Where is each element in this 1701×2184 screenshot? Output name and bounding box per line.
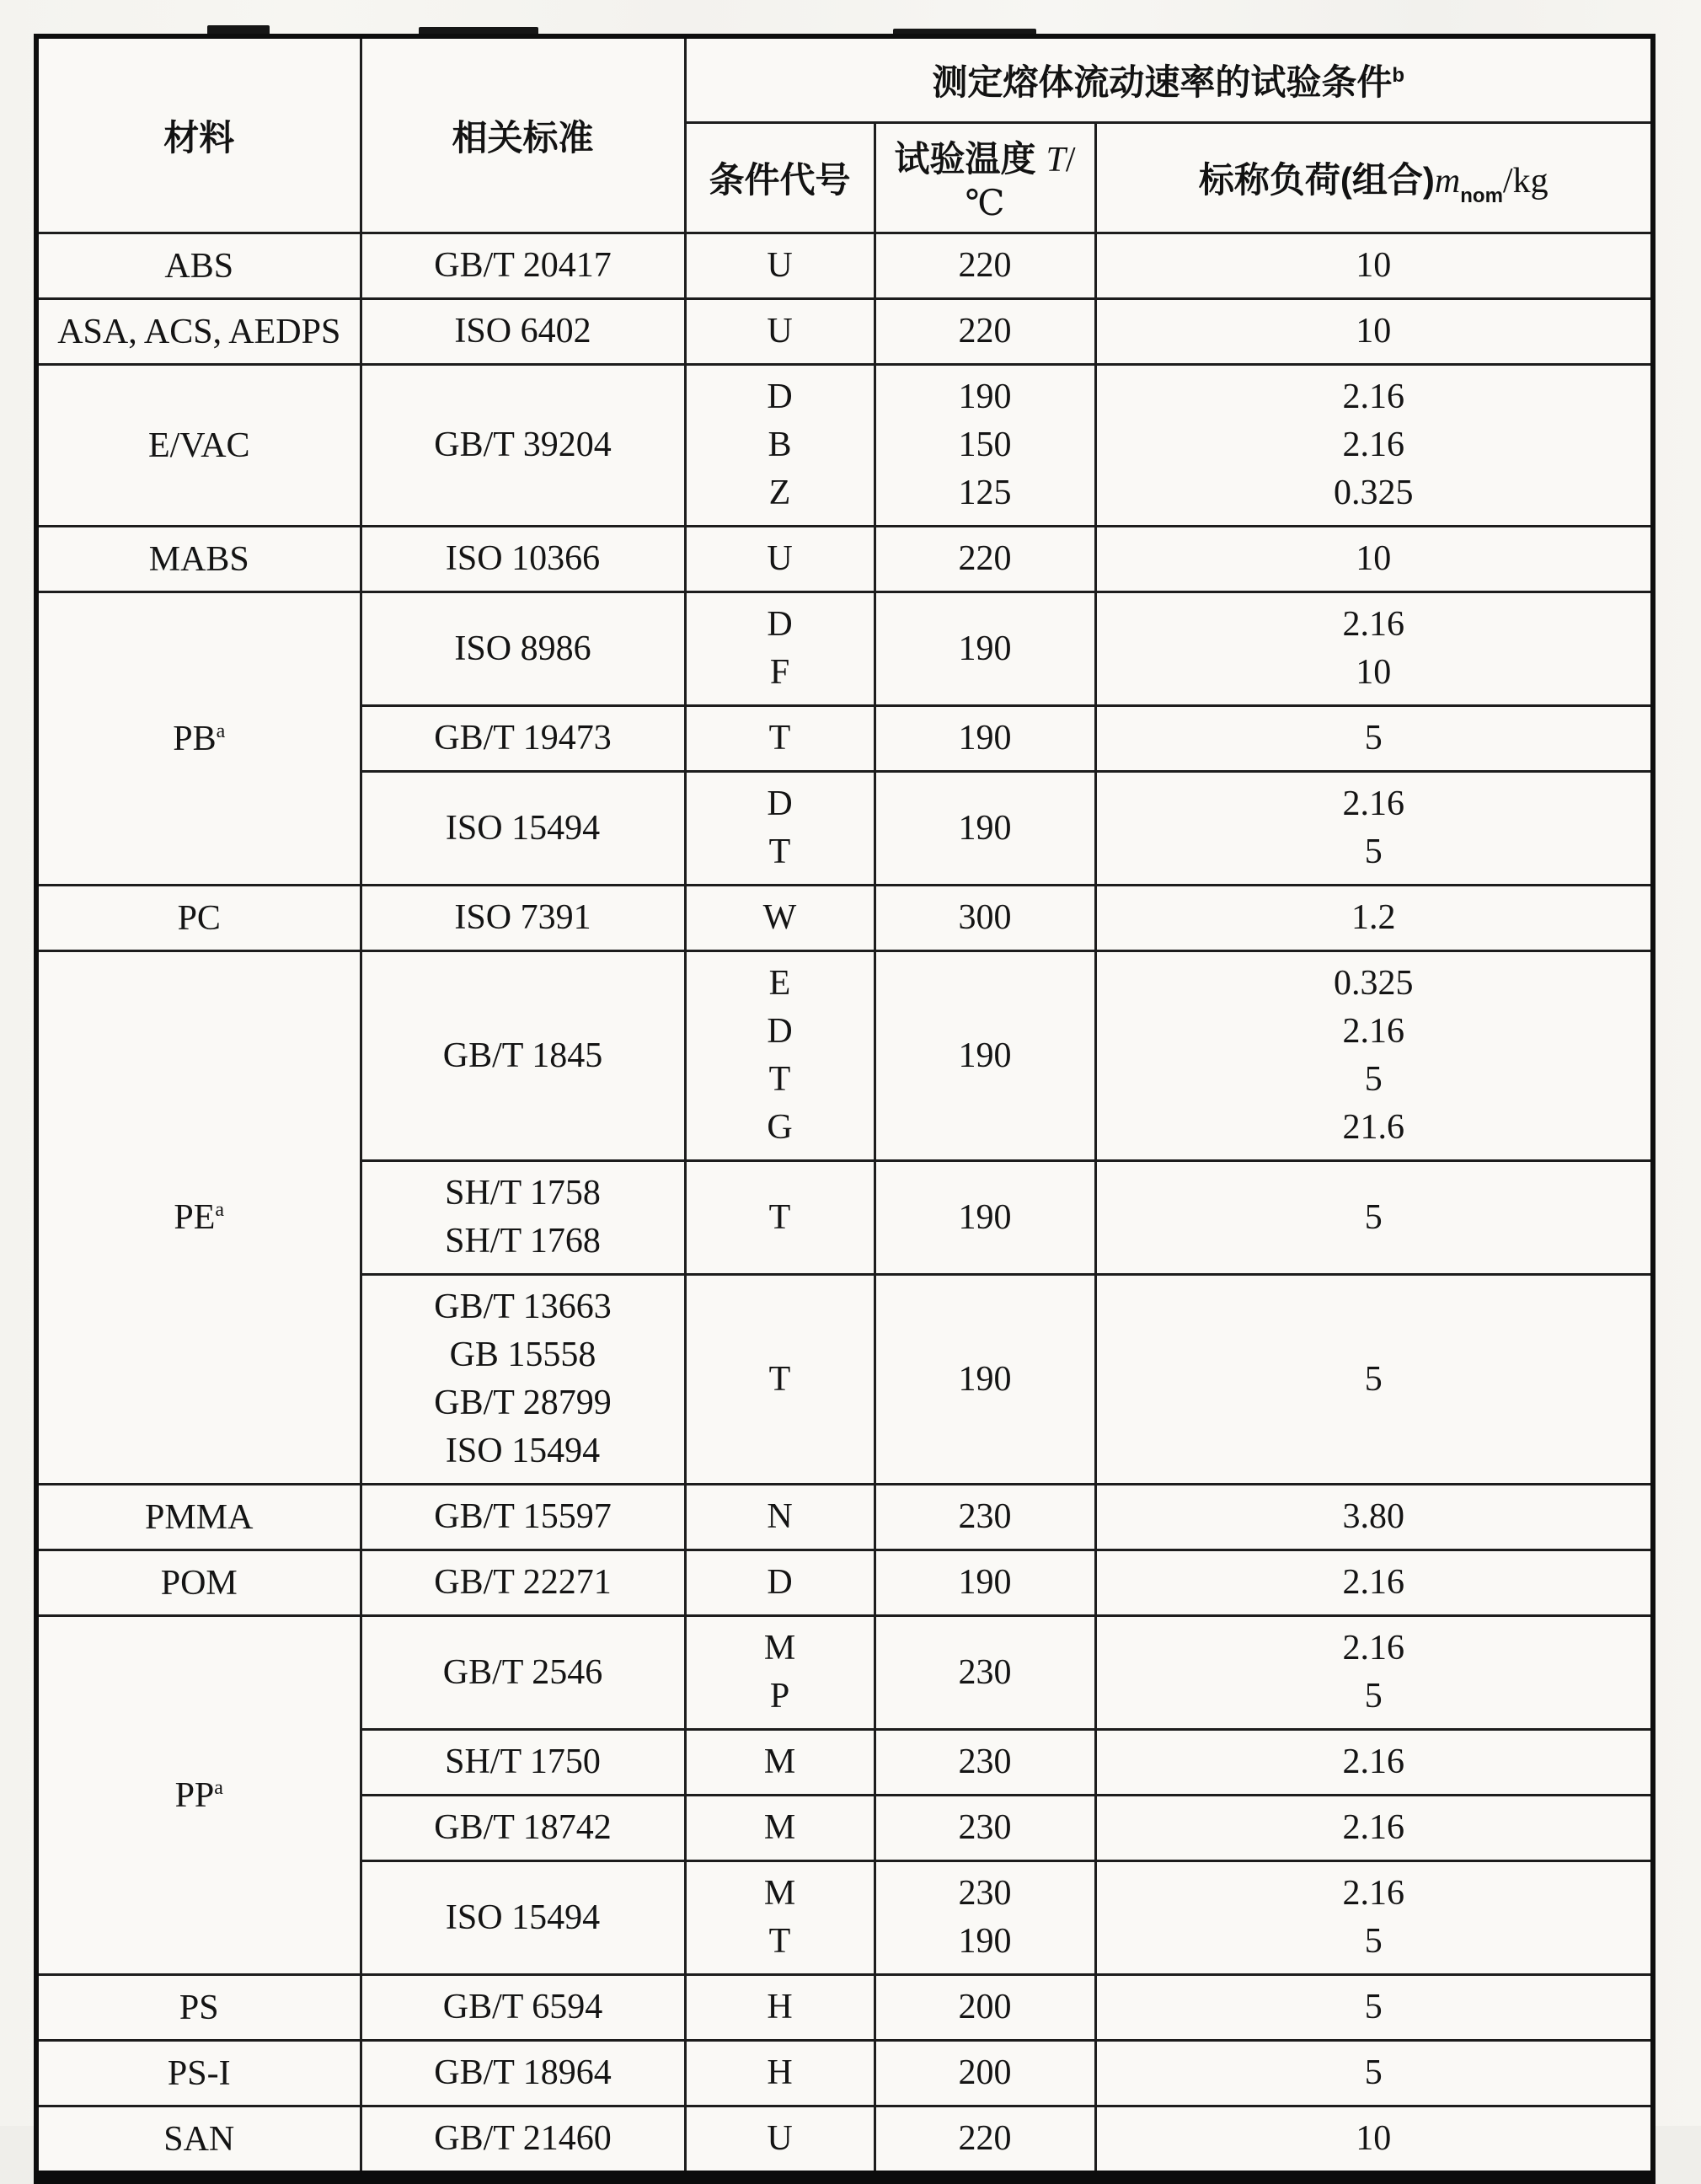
load-text: 5 bbox=[1364, 1359, 1383, 1399]
standard-text: ISO 8986 bbox=[454, 629, 591, 668]
standard-text: GB/T 13663 bbox=[434, 1287, 612, 1326]
material-text: SAN bbox=[163, 2119, 235, 2159]
cell-condition-code bbox=[685, 365, 875, 527]
cell-load bbox=[1095, 1161, 1653, 1275]
col-header-condition-code bbox=[685, 123, 875, 233]
standard-text: GB/T 21460 bbox=[434, 2119, 612, 2158]
code-text: U bbox=[767, 2119, 793, 2158]
temperature-text: 230 bbox=[958, 1652, 1012, 1692]
cell-condition-code bbox=[685, 772, 875, 886]
load-label: 标称负荷(组合) bbox=[1198, 160, 1435, 200]
cell-temperature bbox=[875, 1861, 1095, 1975]
header-row-1 bbox=[36, 36, 1653, 123]
load-text: 2.16 bbox=[1342, 377, 1404, 416]
code-text: N bbox=[767, 1497, 793, 1536]
standard-text: SH/T 1768 bbox=[445, 1222, 601, 1261]
table-row bbox=[36, 1975, 1653, 2041]
cell-load bbox=[1095, 951, 1653, 1161]
temperature-text: 190 bbox=[958, 1563, 1012, 1602]
material-text: E/VAC bbox=[147, 426, 250, 465]
cell-load bbox=[1095, 1550, 1653, 1616]
load-text: 5 bbox=[1364, 832, 1383, 871]
standard-text: ISO 7391 bbox=[454, 898, 591, 937]
cell-material bbox=[36, 1550, 361, 1616]
code-text: T bbox=[768, 1060, 791, 1099]
cell-standard bbox=[361, 1796, 685, 1861]
temperature-text: 190 bbox=[958, 1922, 1012, 1961]
standard-text: GB/T 19473 bbox=[434, 719, 612, 757]
cell-standard bbox=[361, 592, 685, 706]
standard-text: GB/T 20417 bbox=[434, 246, 612, 285]
standard-text: SH/T 1758 bbox=[445, 1174, 601, 1212]
cell-temperature bbox=[875, 365, 1095, 527]
cell-condition-code bbox=[685, 706, 875, 772]
cell-load bbox=[1095, 592, 1653, 706]
temperature-text: 190 bbox=[958, 1197, 1012, 1237]
code-text: F bbox=[769, 653, 790, 692]
material-footnote-sup: a bbox=[216, 720, 226, 742]
load-text: 2.16 bbox=[1342, 1874, 1404, 1913]
cell-load bbox=[1095, 706, 1653, 772]
table-row bbox=[36, 1616, 1653, 1730]
load-text: 2.16 bbox=[1342, 1629, 1404, 1667]
cell-condition-code bbox=[685, 299, 875, 365]
standard-text: ISO 15494 bbox=[445, 808, 601, 848]
load-text: 10 bbox=[1356, 312, 1392, 351]
cell-temperature bbox=[875, 706, 1095, 772]
standard-text: GB/T 18964 bbox=[434, 2053, 612, 2092]
cell-temperature bbox=[875, 1616, 1095, 1730]
conditions-group-label: 测定熔体流动速率的试验条件 bbox=[932, 62, 1393, 102]
load-text: 2.16 bbox=[1342, 426, 1404, 464]
cell-temperature bbox=[875, 1161, 1095, 1275]
load-text: 2.16 bbox=[1342, 1742, 1404, 1781]
standard-text: GB/T 2546 bbox=[442, 1652, 603, 1692]
load-text: 2.16 bbox=[1342, 1563, 1404, 1602]
table-row bbox=[36, 1550, 1653, 1616]
cell-load bbox=[1095, 1730, 1653, 1796]
cell-condition-code bbox=[685, 592, 875, 706]
cell-standard bbox=[361, 951, 685, 1161]
cell-load bbox=[1095, 1861, 1653, 1975]
cell-condition-code bbox=[685, 1485, 875, 1550]
temperature-text: 220 bbox=[958, 2119, 1012, 2158]
table-row bbox=[36, 2106, 1653, 2178]
cell-material bbox=[36, 1975, 361, 2041]
load-text: 0.325 bbox=[1334, 964, 1414, 1003]
standard-text: GB/T 1845 bbox=[442, 1036, 603, 1075]
cell-condition-code bbox=[685, 527, 875, 592]
cell-standard bbox=[361, 706, 685, 772]
code-text: U bbox=[767, 539, 793, 578]
material-text: PS bbox=[179, 1988, 219, 2027]
cell-condition-code bbox=[685, 2106, 875, 2178]
table-row bbox=[36, 233, 1653, 299]
cell-condition-code bbox=[685, 951, 875, 1161]
temperature-text: 220 bbox=[958, 312, 1012, 351]
material-text: PMMA bbox=[145, 1497, 254, 1537]
cell-load bbox=[1095, 233, 1653, 299]
cell-standard bbox=[361, 1616, 685, 1730]
col-header-conditions-group bbox=[685, 36, 1653, 123]
code-text: M bbox=[763, 1742, 796, 1781]
col-header-temperature bbox=[875, 123, 1095, 233]
code-text: M bbox=[763, 1629, 796, 1667]
col-header-standard bbox=[361, 36, 685, 233]
load-text: 10 bbox=[1356, 246, 1392, 285]
load-symbol: m bbox=[1434, 162, 1461, 201]
standard-text: ISO 15494 bbox=[445, 1898, 601, 1937]
load-text: 5 bbox=[1364, 1060, 1383, 1099]
load-text: 10 bbox=[1356, 2119, 1392, 2158]
temperature-symbol: T bbox=[1046, 141, 1066, 179]
standard-text: GB/T 22271 bbox=[434, 1563, 612, 1602]
standard-text: ISO 15494 bbox=[445, 1432, 601, 1470]
code-text: T bbox=[768, 1359, 791, 1399]
cell-load bbox=[1095, 299, 1653, 365]
material-footnote-sup: a bbox=[215, 1199, 225, 1221]
cell-condition-code bbox=[685, 1796, 875, 1861]
code-text: G bbox=[767, 1108, 793, 1147]
cell-temperature bbox=[875, 233, 1095, 299]
cell-temperature bbox=[875, 772, 1095, 886]
load-text: 5 bbox=[1364, 1922, 1383, 1961]
code-text: Z bbox=[768, 474, 791, 512]
standard-text: ISO 6402 bbox=[454, 312, 591, 351]
load-text: 21.6 bbox=[1342, 1108, 1404, 1147]
material-text: POM bbox=[160, 1563, 238, 1603]
load-text: 10 bbox=[1356, 539, 1392, 578]
cell-temperature bbox=[875, 886, 1095, 951]
cell-load bbox=[1095, 1616, 1653, 1730]
temperature-text: 230 bbox=[958, 1874, 1012, 1913]
material-text: MABS bbox=[148, 539, 249, 579]
cell-load bbox=[1095, 1975, 1653, 2041]
cell-standard bbox=[361, 527, 685, 592]
cell-material bbox=[36, 233, 361, 299]
cell-load bbox=[1095, 772, 1653, 886]
cell-material bbox=[36, 2106, 361, 2178]
conditions-group-footnote-sup: b bbox=[1392, 64, 1405, 87]
cell-temperature bbox=[875, 2106, 1095, 2178]
standard-text: GB/T 18742 bbox=[434, 1808, 612, 1847]
cell-temperature bbox=[875, 1550, 1095, 1616]
cell-load bbox=[1095, 886, 1653, 951]
cell-standard bbox=[361, 886, 685, 951]
code-text: U bbox=[767, 246, 793, 285]
load-text: 5 bbox=[1364, 1677, 1383, 1716]
load-subscript: nom bbox=[1460, 185, 1503, 207]
temperature-text: 230 bbox=[958, 1742, 1012, 1781]
code-text: H bbox=[767, 2053, 793, 2092]
temperature-label: 试验温度 bbox=[894, 139, 1036, 179]
load-text: 2.16 bbox=[1342, 1012, 1404, 1051]
material-header-label: 材料 bbox=[163, 117, 235, 158]
code-text: M bbox=[763, 1874, 796, 1913]
cell-load bbox=[1095, 1485, 1653, 1550]
cell-condition-code bbox=[685, 886, 875, 951]
cell-condition-code bbox=[685, 1730, 875, 1796]
code-text: T bbox=[768, 1197, 791, 1237]
material-text: PB bbox=[173, 719, 217, 758]
temperature-text: 230 bbox=[958, 1808, 1012, 1847]
code-text: D bbox=[767, 377, 793, 416]
cell-load bbox=[1095, 527, 1653, 592]
cell-load bbox=[1095, 1275, 1653, 1485]
col-header-material bbox=[36, 36, 361, 233]
code-text: T bbox=[768, 719, 791, 757]
temperature-text: 190 bbox=[958, 1036, 1012, 1075]
cell-material bbox=[36, 886, 361, 951]
cell-standard bbox=[361, 365, 685, 527]
code-text: D bbox=[767, 1012, 793, 1051]
temperature-text: 190 bbox=[958, 377, 1012, 416]
cell-temperature bbox=[875, 527, 1095, 592]
temperature-text: 300 bbox=[958, 898, 1012, 937]
standard-text: SH/T 1750 bbox=[445, 1742, 601, 1781]
material-footnote-sup: a bbox=[214, 1776, 223, 1799]
standard-text: GB/T 15597 bbox=[434, 1497, 612, 1536]
code-text: E bbox=[768, 964, 791, 1003]
material-text: ABS bbox=[164, 246, 234, 286]
cell-temperature bbox=[875, 1275, 1095, 1485]
load-text: 10 bbox=[1356, 653, 1392, 692]
load-unit: /kg bbox=[1502, 162, 1549, 201]
cell-standard bbox=[361, 2106, 685, 2178]
load-text: 5 bbox=[1364, 2053, 1383, 2092]
standard-text: ISO 10366 bbox=[445, 539, 601, 578]
code-text: H bbox=[767, 1988, 793, 2026]
cell-temperature bbox=[875, 1975, 1095, 2041]
standard-text: GB 15558 bbox=[449, 1336, 596, 1374]
temperature-text: 190 bbox=[958, 1359, 1012, 1399]
code-text: M bbox=[763, 1808, 796, 1847]
melt-flow-rate-conditions-table bbox=[34, 34, 1656, 2184]
standard-header-label: 相关标准 bbox=[452, 117, 594, 158]
temperature-text: 190 bbox=[958, 719, 1012, 757]
table-row bbox=[36, 592, 1653, 706]
standard-text: GB/T 6594 bbox=[442, 1988, 603, 2026]
cell-standard bbox=[361, 1730, 685, 1796]
cell-standard bbox=[361, 1161, 685, 1275]
temperature-unit: /℃ bbox=[965, 141, 1076, 223]
temperature-text: 125 bbox=[958, 474, 1012, 512]
cell-standard bbox=[361, 772, 685, 886]
cell-material bbox=[36, 527, 361, 592]
code-text: T bbox=[768, 1922, 791, 1961]
cell-standard bbox=[361, 1550, 685, 1616]
cell-standard bbox=[361, 2041, 685, 2106]
cell-standard bbox=[361, 233, 685, 299]
cell-condition-code bbox=[685, 233, 875, 299]
condition-code-label: 条件代号 bbox=[709, 160, 851, 200]
cell-condition-code bbox=[685, 1861, 875, 1975]
material-text: ASA, ACS, AEDPS bbox=[57, 312, 341, 351]
table-row bbox=[36, 2041, 1653, 2106]
material-text: PE bbox=[174, 1198, 216, 1237]
cell-material bbox=[36, 299, 361, 365]
material-text: PP bbox=[174, 1775, 215, 1815]
standard-text: GB/T 39204 bbox=[434, 426, 612, 464]
code-text: D bbox=[767, 784, 793, 823]
standard-text: GB/T 28799 bbox=[434, 1384, 612, 1422]
temperature-text: 200 bbox=[958, 2053, 1012, 2092]
temperature-text: 220 bbox=[958, 246, 1012, 285]
cell-temperature bbox=[875, 592, 1095, 706]
code-text: U bbox=[767, 312, 793, 351]
load-text: 5 bbox=[1364, 1988, 1383, 2026]
code-text: T bbox=[768, 832, 791, 871]
code-text: P bbox=[769, 1677, 790, 1716]
table-row bbox=[36, 886, 1653, 951]
cell-condition-code bbox=[685, 1550, 875, 1616]
code-text: D bbox=[767, 1563, 793, 1602]
temperature-text: 230 bbox=[958, 1497, 1012, 1536]
cell-temperature bbox=[875, 951, 1095, 1161]
load-text: 1.2 bbox=[1351, 898, 1396, 937]
material-text: PC bbox=[177, 898, 221, 938]
code-text: W bbox=[762, 898, 797, 937]
cell-condition-code bbox=[685, 2041, 875, 2106]
cell-standard bbox=[361, 1975, 685, 2041]
load-text: 0.325 bbox=[1334, 474, 1414, 512]
cell-condition-code bbox=[685, 1975, 875, 2041]
cell-load bbox=[1095, 2106, 1653, 2178]
col-header-load bbox=[1095, 123, 1653, 233]
temperature-text: 200 bbox=[958, 1988, 1012, 2026]
cell-temperature bbox=[875, 1796, 1095, 1861]
code-text: B bbox=[768, 426, 792, 464]
temperature-text: 190 bbox=[958, 808, 1012, 848]
cell-standard bbox=[361, 299, 685, 365]
cell-standard bbox=[361, 1275, 685, 1485]
cell-temperature bbox=[875, 2041, 1095, 2106]
cell-material bbox=[36, 1616, 361, 1975]
cell-standard bbox=[361, 1861, 685, 1975]
table-row bbox=[36, 527, 1653, 592]
code-text: D bbox=[767, 605, 793, 644]
load-text: 5 bbox=[1364, 1197, 1383, 1237]
material-text: PS-I bbox=[167, 2053, 231, 2093]
temperature-text: 150 bbox=[958, 426, 1012, 464]
cell-temperature bbox=[875, 1485, 1095, 1550]
table-row bbox=[36, 299, 1653, 365]
table-row bbox=[36, 1485, 1653, 1550]
cell-load bbox=[1095, 2041, 1653, 2106]
cell-material bbox=[36, 592, 361, 886]
cell-standard bbox=[361, 1485, 685, 1550]
cell-temperature bbox=[875, 299, 1095, 365]
cell-material bbox=[36, 1485, 361, 1550]
cell-condition-code bbox=[685, 1161, 875, 1275]
cell-material bbox=[36, 951, 361, 1485]
cell-load bbox=[1095, 1796, 1653, 1861]
cell-temperature bbox=[875, 1730, 1095, 1796]
table-row bbox=[36, 951, 1653, 1161]
temperature-text: 190 bbox=[958, 629, 1012, 668]
cell-condition-code bbox=[685, 1275, 875, 1485]
load-text: 2.16 bbox=[1342, 1808, 1404, 1847]
load-text: 2.16 bbox=[1342, 605, 1404, 644]
cell-material bbox=[36, 2041, 361, 2106]
load-text: 3.80 bbox=[1342, 1497, 1404, 1536]
cell-material bbox=[36, 365, 361, 527]
cell-condition-code bbox=[685, 1616, 875, 1730]
load-text: 5 bbox=[1364, 719, 1383, 757]
cell-load bbox=[1095, 365, 1653, 527]
temperature-text: 220 bbox=[958, 539, 1012, 578]
table-row bbox=[36, 365, 1653, 527]
load-text: 2.16 bbox=[1342, 784, 1404, 823]
